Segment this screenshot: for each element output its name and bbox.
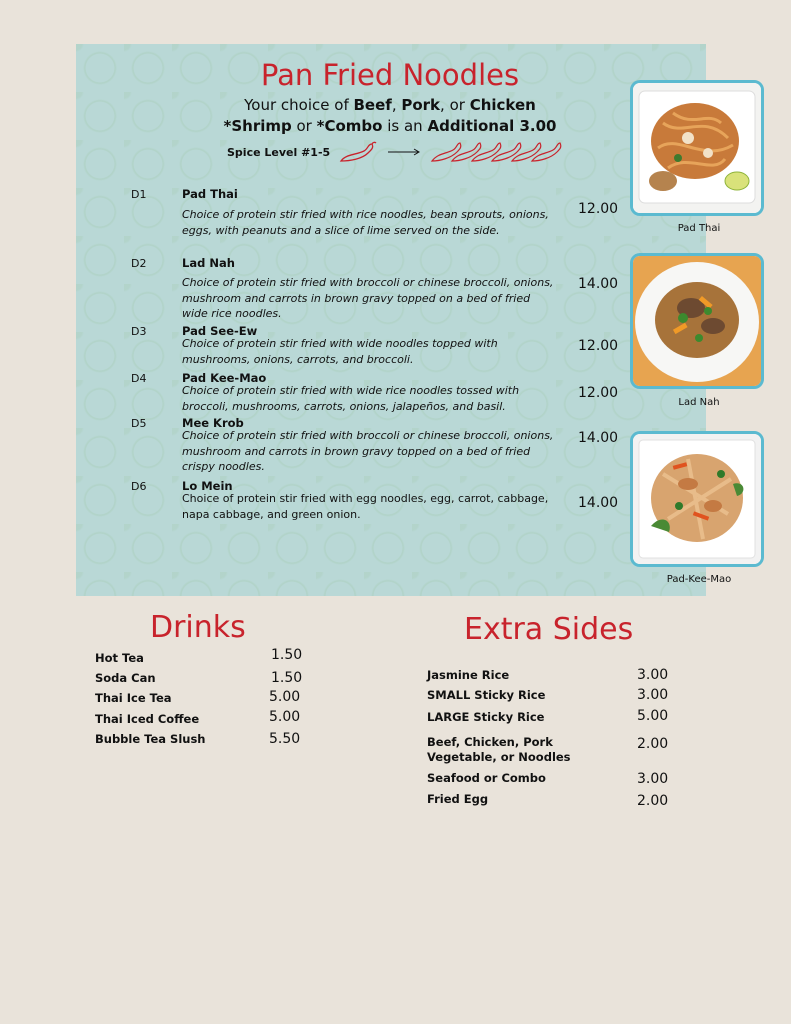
item-price: 12.00 (578, 338, 619, 354)
chili-pepper-icon (338, 141, 378, 163)
pad-kee-mao-image (633, 434, 761, 564)
drink-price: 5.00 (269, 709, 301, 725)
lad-nah-image (633, 256, 761, 386)
side-price: 2.00 (637, 793, 669, 809)
photo-caption: Lad Nah (678, 397, 720, 408)
drink-price: 5.50 (269, 731, 301, 747)
item-name: Pad Thai (182, 187, 238, 201)
side-price: 3.00 (637, 667, 669, 683)
item-description: Choice of protein stir fried with egg noodles, egg, carrot, cabbage, napa cabbage, and green onion. (182, 492, 549, 521)
item-price: 12.00 (578, 385, 619, 401)
side-price: 3.00 (637, 687, 669, 703)
item-code: D6 (131, 480, 147, 493)
item-code: D5 (131, 417, 147, 430)
photo-caption: Pad-Kee-Mao (666, 574, 732, 585)
drink-name: Soda Can (95, 671, 156, 685)
item-price: 12.00 (578, 201, 619, 217)
chili-pepper-icon (430, 140, 564, 164)
side-name: SMALL Sticky Rice (427, 688, 546, 702)
spice-level (227, 140, 564, 164)
drinks-title: Drinks (150, 610, 246, 645)
item-name: Lad Nah (182, 256, 235, 270)
side-name: LARGE Sticky Rice (427, 710, 545, 724)
side-price: 5.00 (637, 708, 669, 724)
item-code: D4 (131, 372, 147, 385)
upcharge-line: *Shrimp or *Combo is an Additional 3.00 (223, 117, 557, 135)
drink-name: Thai Ice Tea (95, 691, 172, 705)
item-code: D3 (131, 325, 147, 338)
spice-level-label: Spice Level #1-5 (227, 145, 331, 159)
pad-kee-mao-photo (630, 431, 764, 567)
drink-price: 1.50 (271, 670, 303, 686)
side-name: Seafood or Combo (427, 771, 546, 785)
drink-price: 1.50 (271, 647, 303, 663)
drink-name: Thai Iced Coffee (95, 712, 200, 726)
side-price: 2.00 (637, 736, 669, 752)
item-description: Choice of protein stir fried with broccoli or chinese broccoli, onions, mushroom and carrots in brown gravy topped on a bed of fried wide rice noodles. (182, 276, 554, 320)
item-name: Pad See-Ew (182, 324, 258, 338)
pad-thai-image (633, 83, 761, 213)
item-price: 14.00 (578, 276, 619, 292)
item-name: Mee Krob (182, 416, 244, 430)
item-description: Choice of protein stir fried with wide rice noodles tossed with broccoli, mushrooms, carrots, onions, jalapeños, and basil. (182, 384, 520, 413)
pad-thai-photo (630, 80, 764, 216)
menu-title: Pan Fried Noodles (260, 58, 520, 92)
side-name: Fried Egg (427, 792, 489, 806)
item-description: Choice of protein stir fried with wide noodles topped with mushrooms, onions, carrots, and broccoli. (182, 337, 498, 366)
protein-choice-line: Your choice of Beef, Pork, or Chicken (244, 96, 536, 114)
photo-caption: Pad Thai (677, 223, 721, 234)
item-code: D1 (131, 188, 147, 201)
drink-name: Bubble Tea Slush (95, 732, 206, 746)
side-name: Beef, Chicken, Pork (427, 735, 553, 749)
item-price: 14.00 (578, 495, 619, 511)
item-code: D2 (131, 257, 147, 270)
lad-nah-photo (630, 253, 764, 389)
arrow-right-icon (386, 146, 422, 158)
item-name: Pad Kee-Mao (182, 371, 267, 385)
extra-sides-title: Extra Sides (464, 612, 634, 647)
side-name-line2: Vegetable, or Noodles (427, 750, 571, 764)
drink-price: 5.00 (269, 689, 301, 705)
side-name: Jasmine Rice (427, 668, 510, 682)
item-price: 14.00 (578, 430, 619, 446)
item-description: Choice of protein stir fried with rice noodles, bean sprouts, onions, eggs, with peanuts and a slice of lime served on the side. (182, 208, 549, 237)
side-price: 3.00 (637, 771, 669, 787)
item-name: Lo Mein (182, 479, 233, 493)
item-description: Choice of protein stir fried with broccoli or chinese broccoli, onions, mushroom and carrots in brown gravy topped on a bed of fried crispy noodles. (182, 429, 554, 473)
drink-name: Hot Tea (95, 651, 144, 665)
